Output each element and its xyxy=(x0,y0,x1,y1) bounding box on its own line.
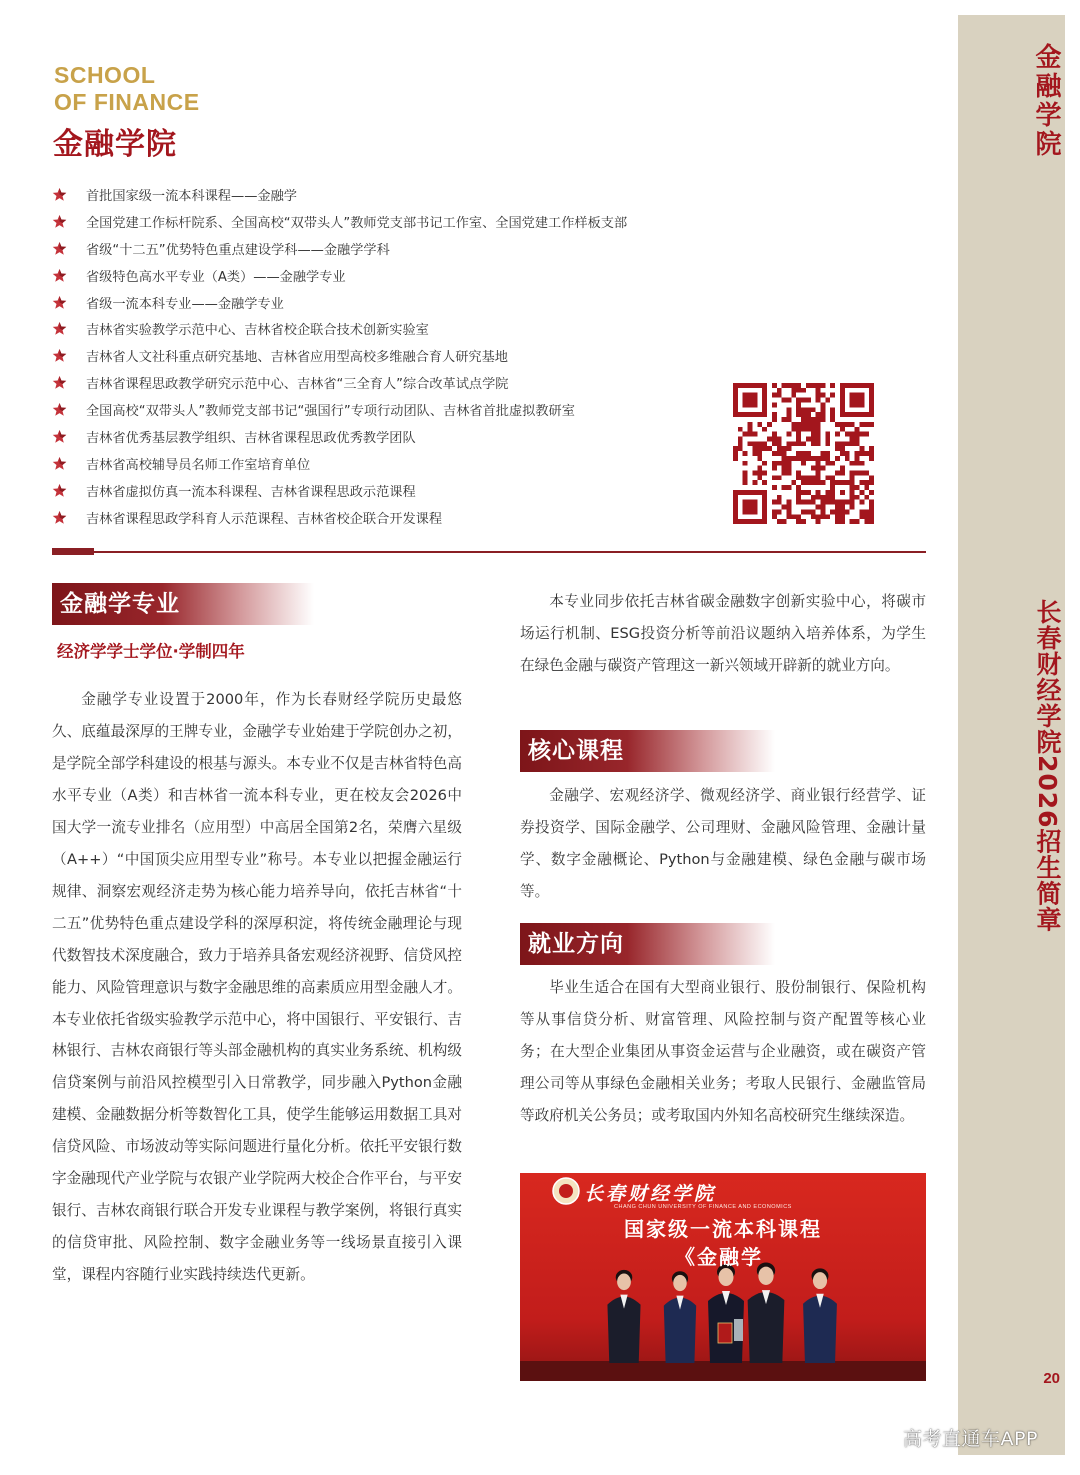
watermark: 高考直通车APP xyxy=(903,1428,1038,1450)
honor-text: 吉林省实验教学示范中心、吉林省校企联合技术创新实验室 xyxy=(86,323,429,339)
career-text: 毕业生适合在国有大型商业银行、股份制银行、保险机构等从事信贷分析、财富管理、风险控制与资产配置等核心业务；在大型企业集团从事资金运营与企业融资，或在碳资产管理公司等从事绿色金融相关业务；考取人民银行、金融监管局等政府机关公务员；或考取国内外知名高校研究生继续深造。 xyxy=(520,979,926,1124)
star-icon xyxy=(52,268,67,283)
section-divider-accent xyxy=(52,548,94,555)
photo-school-name: 长春财经学院 xyxy=(584,1183,717,1205)
honor-item xyxy=(52,289,627,316)
photo-school-english: CHANG CHUN UNIVERSITY OF FINANCE AND ECONOMICS xyxy=(614,1204,792,1210)
honor-item xyxy=(52,369,627,396)
honor-text: 吉林省优秀基层教学组织、吉林省课程思政优秀教学团队 xyxy=(86,430,416,446)
major-description: 金融学专业设置于2000年，作为长春财经学院历史最悠久、底蕴最深厚的王牌专业，金融学专业始建于学院创办之初，是学院全部学科建设的根基与源头。本专业不仅是吉林省特色高水平专业（A类）和吉林省一流本科专业，更在校友会2026中国大学一流专业排名（应用型）中高居全国第2名，荣膺六星级（A++）“中国顶尖应用型专业”称号。本专业以把握金融运行规律、洞察宏观经济走势为核心能力培养导向，依托吉林省“十二五”优势特色重点建设学科的深厚积淀，将传统金融理论与现代数智技术深度融合，致力于培养具备宏观经济视野、信贷风控能力、风险管理意识与数字金融思维的高素质应用型金融人才。本专业依托省级实验教学示范中心，将中国银行、平安银行、吉林银行、吉林农商银行等头部金融机构的真实业务系统、机构级信贷案例与前沿风控模型引入日常教学，同步融入Python金融建模、金融数据分析等数智化工具，使学生能够运用数据工具对信贷风险、市场波动等实际问题进行量化分析。依托平安银行数字金融现代产业学院与农银产业学院两大校企合作平台，与平安银行、吉林农商银行联合开发专业课程与教学案例，将银行真实的信贷审批、风险控制、数字金融业务等一线场景直接引入课堂，课程内容随行业实践持续迭代更新。 xyxy=(52,691,462,1284)
degree-subtitle: 经济学学士学位·学制四年 xyxy=(57,642,245,661)
honor-text: 全国党建工作标杆院系、全国高校“双带头人”教师党支部书记工作室、全国党建工作样板支部 xyxy=(86,215,628,231)
honor-text: 吉林省高校辅导员名师工作室培育单位 xyxy=(86,457,311,473)
school-english-line-2: OF FINANCE xyxy=(54,89,200,115)
honor-text: 首批国家级一流本科课程——金融学 xyxy=(86,188,297,204)
star-icon xyxy=(52,510,67,525)
major-heading: 金融学专业 xyxy=(52,583,314,625)
star-icon xyxy=(52,456,67,471)
core-courses-heading: 核心课程 xyxy=(520,730,775,772)
school-chinese-name: 金融学院 xyxy=(53,127,177,162)
honor-item xyxy=(52,262,627,289)
star-icon xyxy=(52,375,67,390)
honor-text: 吉林省课程思政教学研究示范中心、吉林省“三全育人”综合改革试点学院 xyxy=(86,377,509,393)
honor-item xyxy=(52,450,627,477)
honor-item xyxy=(52,208,627,235)
star-icon xyxy=(52,241,67,256)
side-brochure-title: 长春财经学院2026招生简章 xyxy=(1033,599,1062,933)
side-band xyxy=(958,15,1065,1455)
honor-text: 省级一流本科专业——金融学专业 xyxy=(86,296,284,312)
honor-item xyxy=(52,423,627,450)
star-icon xyxy=(52,295,67,310)
honor-item xyxy=(52,181,627,208)
star-icon xyxy=(52,214,67,229)
honor-item xyxy=(52,342,627,369)
honor-text: 吉林省人文社科重点研究基地、吉林省应用型高校多维融合育人研究基地 xyxy=(86,350,508,366)
school-english-line-1: SCHOOL xyxy=(54,62,156,88)
photo-banner-line-1: 国家级一流本科课程 xyxy=(624,1217,822,1241)
star-icon xyxy=(52,321,67,336)
star-icon xyxy=(52,402,67,417)
section-divider xyxy=(52,551,926,553)
carbon-finance-paragraph: 本专业同步依托吉林省碳金融数字创新实验中心，将碳市场运行机制、ESG投资分析等前沿议题纳入培养体系，为学生在绿色金融与碳资产管理这一新兴领域开辟新的就业方向。 xyxy=(520,593,926,674)
honor-item xyxy=(52,477,627,504)
side-department-label: 金融学院 xyxy=(1031,43,1061,159)
core-courses-text: 金融学、宏观经济学、微观经济学、商业银行经营学、证券投资学、国际金融学、公司理财、金融风险管理、金融计量学、数字金融概论、Python与金融建模、绿色金融与碳市场等。 xyxy=(520,787,926,900)
star-icon xyxy=(52,483,67,498)
honor-text: 省级特色高水平专业（A类）——金融学专业 xyxy=(86,269,346,285)
honor-list xyxy=(52,181,627,531)
career-heading: 就业方向 xyxy=(520,923,775,965)
star-icon xyxy=(52,187,67,202)
school-english-name xyxy=(54,62,200,116)
page-number: 20 xyxy=(1043,1370,1060,1387)
honor-item xyxy=(52,396,627,423)
award-photo xyxy=(520,1173,926,1381)
honor-item xyxy=(52,235,627,262)
star-icon xyxy=(52,429,67,444)
honor-item xyxy=(52,504,627,531)
honor-text: 省级“十二五”优势特色重点建设学科——金融学学科 xyxy=(86,242,390,258)
qr-code[interactable] xyxy=(733,383,874,524)
photo-banner-line-2: 《金融学 xyxy=(675,1245,763,1269)
honor-text: 吉林省课程思政学科育人示范课程、吉林省校企联合开发课程 xyxy=(86,511,443,527)
honor-text: 全国高校“双带头人”教师党支部书记“强国行”专项行动团队、吉林省首批虚拟教研室 xyxy=(86,404,575,420)
honor-text: 吉林省虚拟仿真一流本科课程、吉林省课程思政示范课程 xyxy=(86,484,416,500)
honor-item xyxy=(52,315,627,342)
star-icon xyxy=(52,348,67,363)
